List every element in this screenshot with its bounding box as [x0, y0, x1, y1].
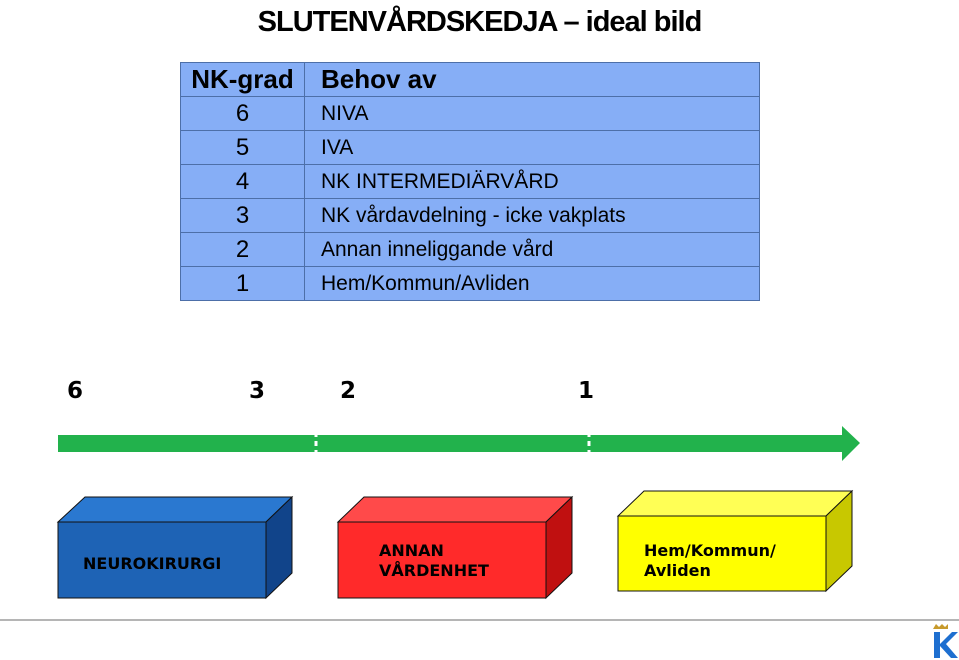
box-neurokirurgi: [58, 497, 292, 598]
grade-cell: 6: [181, 97, 305, 131]
grade-cell: 4: [181, 165, 305, 199]
grade-cell: 5: [181, 131, 305, 165]
need-cell: NIVA: [305, 97, 760, 131]
box-label-annan-vardenhet: ANNAN VÅRDENHET: [379, 541, 489, 580]
box-label-hem-kommun-avliden: Hem/Kommun/ Avliden: [644, 541, 776, 580]
need-cell: Annan inneliggande vård: [305, 233, 760, 267]
page-title: SLUTENVÅRDSKEDJA – ideal bild: [257, 6, 702, 38]
need-cell: IVA: [305, 131, 760, 165]
grade-cell: 1: [181, 267, 305, 301]
karolinska-logo-icon: [930, 620, 958, 660]
header-behov-av: Behov av: [305, 63, 760, 97]
grade-cell: 3: [181, 199, 305, 233]
scale-label-6: 6: [67, 378, 84, 404]
scale-label-2: 2: [340, 378, 357, 404]
footer-divider: [0, 619, 959, 621]
grade-cell: 2: [181, 233, 305, 267]
box-label-neurokirurgi: NEUROKIRURGI: [83, 554, 222, 573]
need-cell: Hem/Kommun/Avliden: [305, 267, 760, 301]
arrow-shape: [58, 426, 860, 461]
need-cell: NK vårdavdelning - icke vakplats: [305, 199, 760, 233]
scale-label-1: 1: [578, 378, 595, 404]
scale-label-3: 3: [249, 378, 266, 404]
need-cell: NK INTERMEDIÄRVÅRD: [305, 165, 760, 199]
header-nk-grad: NK-grad: [181, 63, 305, 97]
